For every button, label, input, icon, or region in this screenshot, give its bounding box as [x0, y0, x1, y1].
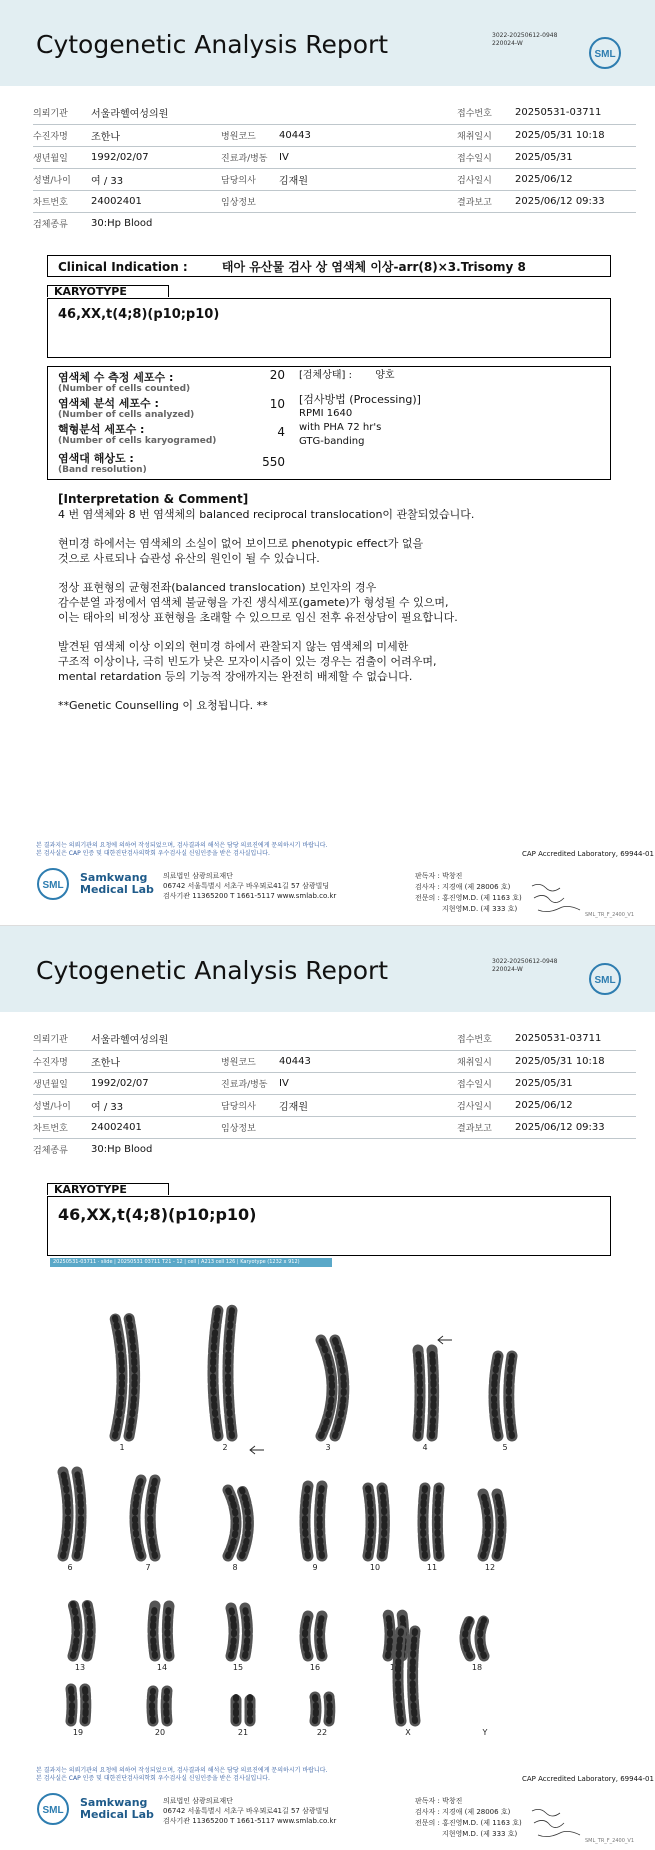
chromosome-label: 10 — [369, 1563, 381, 1572]
chromosome-9 — [305, 1486, 322, 1572]
accession-label: 접수번호 — [457, 102, 515, 124]
accession-label: 접수번호 — [457, 1028, 515, 1050]
cells-karyogramed-value: 4 — [277, 425, 285, 439]
cells-counted-label: 염색체 수 측정 세포수 : (Number of cells counted) — [58, 371, 191, 394]
chromosome-label: 8 — [232, 1563, 238, 1572]
svg-text:SML: SML — [42, 1805, 64, 1816]
company-name: Samkwang Medical Lab — [80, 1796, 154, 1821]
received-label: 접수일시 — [457, 1072, 515, 1094]
accession-value: 20250531-03711 — [515, 102, 636, 124]
reported-value: 2025/06/12 09:33 — [515, 190, 636, 212]
chromosome-label: 15 — [232, 1663, 244, 1672]
karyogram-image — [40, 1270, 630, 1740]
document-code — [492, 32, 557, 48]
footer-notice: 본 결과지는 의뢰기관의 요청에 의하여 작성되었으며, 검사결과의 해석은 담당 의료진에게 문의하시기 바랍니다. 본 검사실은 CAP 인증 및 대한진단검사의학회 우수검사실 신임인증을 받은 검사실입니다. — [36, 1767, 328, 1782]
specimen-status: [검체상태] : 양호 — [299, 370, 395, 381]
chromosome-label: 7 — [145, 1563, 151, 1572]
chromosome-12 — [483, 1494, 501, 1572]
info-row — [33, 190, 636, 212]
report-title: Cytogenetic Analysis Report — [36, 956, 389, 985]
sexage-value: 여 / 33 — [91, 1094, 221, 1116]
translocation-arrow-icon — [250, 1446, 264, 1454]
karyotype-result: 46,XX,t(4;8)(p10;p10) — [58, 307, 220, 322]
collected-label: 채취일시 — [457, 124, 515, 146]
chromosome-7 — [135, 1480, 155, 1572]
svg-text:SML: SML — [594, 975, 616, 986]
sexage-value: 여 / 33 — [91, 168, 221, 190]
sml-logo-icon — [588, 962, 622, 996]
hospcode-value: 40443 — [279, 124, 457, 146]
collected-value: 2025/05/31 10:18 — [515, 1050, 636, 1072]
chromosome-label: 13 — [74, 1663, 86, 1672]
patient-info-table — [33, 102, 636, 234]
karyotype-box — [47, 1196, 611, 1256]
chromosome-13 — [73, 1604, 90, 1672]
doctor-label: 담당의사 — [221, 1094, 279, 1116]
chromosome-label: 1 — [119, 1443, 125, 1452]
report-header — [0, 926, 655, 1012]
collected-value: 2025/05/31 10:18 — [515, 124, 636, 146]
accession-value: 20250531-03711 — [515, 1028, 636, 1050]
chromosome-label: 11 — [426, 1563, 438, 1572]
chromosome-1 — [115, 1318, 135, 1452]
chromosome-21 — [236, 1697, 250, 1737]
sml-footer-logo-icon — [36, 867, 70, 901]
document-code: 3022-20250612-0948 220024-W — [492, 958, 558, 973]
chromosome-20 — [152, 1691, 167, 1737]
clinical-indication-box — [47, 255, 611, 277]
dob-value: 1992/02/07 — [91, 1072, 221, 1094]
cap-accreditation: CAP Accredited Laboratory, 69944-01 — [522, 850, 654, 858]
tested-label: 검사일시 — [457, 1094, 515, 1116]
received-label: 접수일시 — [457, 146, 515, 168]
chart-value: 24002401 — [91, 190, 221, 212]
processing-method: [검사방법 (Processing)] RPMI 1640 with PHA 72 hr's GTG-banding — [299, 393, 421, 447]
cells-karyogramed-label: 핵형분석 세포수 : (Number of cells karyogramed) — [58, 423, 217, 446]
name-label: 수진자명 — [33, 124, 91, 146]
doctor-value: 김재원 — [279, 1094, 457, 1116]
dob-label: 생년월일 — [33, 146, 91, 168]
genetic-counselling-note: **Genetic Counselling 이 요청됩니다. ** — [58, 699, 268, 712]
cells-analyzed-value: 10 — [269, 397, 285, 411]
karyogram-image-bar: 20250531-03711 · slide | 20250531 03711 T21 - 12 | cell | A213 cell 126 | Karyotype (1232 x 912) — [50, 1258, 332, 1267]
form-code: SML_TR_F_2400_V1 — [585, 1838, 635, 1844]
chromosome-label: 5 — [502, 1443, 508, 1452]
chromosome-15 — [231, 1608, 247, 1672]
chart-label: 차트번호 — [33, 190, 91, 212]
karyotype-box — [47, 298, 611, 358]
dept-label: 진료과/병동 — [221, 1072, 279, 1094]
chromosome-8 — [228, 1490, 248, 1572]
chromosome-label: 19 — [72, 1728, 84, 1737]
clinical-value — [279, 190, 457, 212]
signatures: 판독자 : 박창진 검사자 : 지경애 (제 28006 호) 전문의 : 홍진영M.D. (제 1163 호) 지현영M.D. (제 333 호) — [415, 1797, 522, 1838]
interpretation-section — [58, 492, 618, 727]
svg-text:SML: SML — [42, 880, 64, 891]
interpretation-paragraph: 정상 표현형의 균형전좌(balanced translocation) 보인자의 경우 감수분열 과정에서 염색체 불균형을 가진 생식세포(gamete)가 형성될 수 있으며, 이는 태아의 비정상 표현형을 초래할 수 있으므로 임신 전후 유전상담이 필요합니다. — [58, 581, 458, 624]
cells-analyzed-label: 염색체 분석 세포수 : (Number of cells analyzed) — [58, 397, 195, 420]
company-name: Samkwang Medical Lab — [80, 871, 154, 896]
info-row — [33, 124, 636, 146]
chromosome-3 — [321, 1340, 344, 1452]
chromosome-14 — [153, 1606, 169, 1672]
chromosome-18 — [465, 1620, 484, 1672]
hospital-value: 서울라헬여성의원 — [91, 102, 221, 124]
sexage-label: 성별/나이 — [33, 168, 91, 190]
company-address: 의료법인 삼광의료재단 06742 서울특별시 서초구 바우뫼로41길 57 삼광빌딩 검사기관 11365200 T 1661-5117 www.smlab.co.kr — [163, 872, 337, 900]
hospcode-value: 40443 — [279, 1050, 457, 1072]
karyotype-tab: KARYOTYPE — [47, 285, 169, 297]
report-title: Cytogenetic Analysis Report — [36, 30, 389, 59]
chromosome-10 — [368, 1488, 384, 1572]
chromosome-label: 6 — [67, 1563, 73, 1572]
dob-label: 생년월일 — [33, 1072, 91, 1094]
dob-value: 1992/02/07 — [91, 146, 221, 168]
chromosome-label: 21 — [237, 1728, 249, 1737]
dept-value: IV — [279, 1072, 457, 1094]
patient-info-table — [33, 1028, 636, 1160]
hospital-label: 의뢰기관 — [33, 102, 91, 124]
chromosome-label: 14 — [156, 1663, 168, 1672]
reported-value: 2025/06/12 09:33 — [515, 1116, 636, 1138]
interpretation-paragraph: 현미경 하에서는 염색체의 소실이 없어 보이므로 phenotypic effect가 없을 것으로 사료되나 습관성 유산의 원인이 될 수 있습니다. — [58, 537, 424, 565]
chromosome-label: 16 — [309, 1663, 321, 1672]
info-row — [33, 168, 636, 190]
clinical-indication-label: Clinical Indication : — [58, 260, 188, 274]
collected-label: 채취일시 — [457, 1050, 515, 1072]
chromosome-2 — [213, 1310, 232, 1452]
info-row — [33, 102, 636, 124]
report-header — [0, 0, 655, 86]
info-row — [33, 146, 636, 168]
tested-label: 검사일시 — [457, 168, 515, 190]
chromosome-label: X — [405, 1728, 411, 1737]
chromosome-6 — [63, 1472, 81, 1572]
specimen-value: 30:Hp Blood — [91, 217, 153, 229]
cell-counts-box — [47, 366, 611, 480]
hospcode-label: 병원코드 — [221, 124, 279, 146]
sexage-label: 성별/나이 — [33, 1094, 91, 1116]
chart-value: 24002401 — [91, 1116, 221, 1138]
footer-notice: 본 결과지는 의뢰기관의 요청에 의하여 작성되었으며, 검사결과의 해석은 담당 의료진에게 문의하시기 바랍니다. 본 검사실은 CAP 인증 및 대한진단검사의학회 우수검사실 신임인증을 받은 검사실입니다. — [36, 842, 328, 857]
tested-value: 2025/06/12 — [515, 168, 636, 190]
chromosome-label: 4 — [422, 1443, 428, 1452]
karyotype-tab: KARYOTYPE — [47, 1183, 169, 1195]
karyotype-result: 46,XX,t(4;8)(p10;p10) — [58, 1205, 257, 1224]
chart-label: 차트번호 — [33, 1116, 91, 1138]
chromosome-label: 9 — [312, 1563, 318, 1572]
chromosome-16 — [305, 1616, 322, 1672]
cells-counted-value: 20 — [269, 368, 285, 382]
specimen-label: 검체종류 — [33, 219, 68, 230]
reported-label: 결과보고 — [457, 1116, 515, 1138]
form-code: SML_TR_F_2400_V1 — [585, 912, 635, 918]
svg-text:SML: SML — [594, 49, 616, 60]
chromosome-11 — [423, 1488, 439, 1572]
doctor-value: 김재원 — [279, 168, 457, 190]
interpretation-paragraph: 4 번 염색체와 8 번 염색체의 balanced reciprocal translocation이 관찰되었습니다. — [58, 508, 475, 521]
reported-label: 결과보고 — [457, 190, 515, 212]
doc-code-line-2: 220024-W — [492, 40, 523, 47]
dept-value: IV — [279, 146, 457, 168]
band-resolution-label: 염색대 해상도 : (Band resolution) — [58, 452, 147, 475]
hospcode-label: 병원코드 — [221, 1050, 279, 1072]
info-row — [33, 212, 636, 234]
chromosome-label: 20 — [154, 1728, 166, 1737]
name-label: 수진자명 — [33, 1050, 91, 1072]
company-address: 의료법인 삼광의료재단 06742 서울특별시 서초구 바우뫼로41길 57 삼광빌딩 검사기관 11365200 T 1661-5117 www.smlab.co.kr — [163, 1797, 337, 1825]
clinical-label: 임상정보 — [221, 190, 279, 212]
interpretation-heading: [Interpretation & Comment] — [58, 492, 249, 506]
received-value: 2025/05/31 — [515, 1072, 636, 1094]
cap-accreditation: CAP Accredited Laboratory, 69944-01 — [522, 1775, 654, 1783]
dept-label: 진료과/병동 — [221, 146, 279, 168]
received-value: 2025/05/31 — [515, 146, 636, 168]
chromosome-19 — [71, 1689, 86, 1737]
specimen-label: 검체종류 — [33, 1145, 68, 1156]
clinical-label: 임상정보 — [221, 1116, 279, 1138]
sml-logo-icon — [588, 36, 622, 70]
interpretation-paragraph: 발견된 염색체 이상 이외의 현미경 하에서 관찰되지 않는 염색체의 미세한 구조적 이상이나, 극히 빈도가 낮은 모자이시즘이 있는 경우는 검출이 어려우며, mental retardation 등의 기능적 장애까지는 완전히 배제할 수 없습니다. — [58, 640, 437, 683]
signatures: 판독자 : 박창진 검사자 : 지경애 (제 28006 호) 전문의 : 홍진영M.D. (제 1163 호) 지현영M.D. (제 333 호) — [415, 872, 522, 913]
chromosome-label: Y — [482, 1728, 488, 1737]
chromosome-label: 3 — [325, 1443, 331, 1452]
tested-value: 2025/06/12 — [515, 1094, 636, 1116]
doc-code-line-1: 3022-20250612-0948 — [492, 32, 558, 39]
name-value: 조한나 — [91, 1050, 221, 1072]
name-value: 조한나 — [91, 124, 221, 146]
sml-footer-logo-icon — [36, 1792, 70, 1826]
translocation-arrow-icon — [438, 1336, 452, 1344]
band-resolution-value: 550 — [262, 455, 285, 469]
hospital-label: 의뢰기관 — [33, 1028, 91, 1050]
chromosome-4 — [418, 1350, 434, 1452]
chromosome-label: 18 — [471, 1663, 483, 1672]
clinical-indication-text: 태아 유산물 검사 상 염색체 이상-arr(8)×3.Trisomy 8 — [221, 260, 526, 274]
chromosome-Y — [482, 1728, 488, 1737]
chromosome-5 — [494, 1356, 512, 1452]
chromosome-label: 12 — [484, 1563, 496, 1572]
chromosome-22 — [315, 1697, 330, 1737]
clinical-value — [279, 1116, 457, 1138]
hospital-value: 서울라헬여성의원 — [91, 1028, 221, 1050]
chromosome-label: 2 — [222, 1443, 228, 1452]
chromosome-label: 17 — [389, 1663, 401, 1672]
specimen-value: 30:Hp Blood — [91, 1143, 153, 1155]
doctor-label: 담당의사 — [221, 168, 279, 190]
chromosome-label: 22 — [316, 1728, 328, 1737]
